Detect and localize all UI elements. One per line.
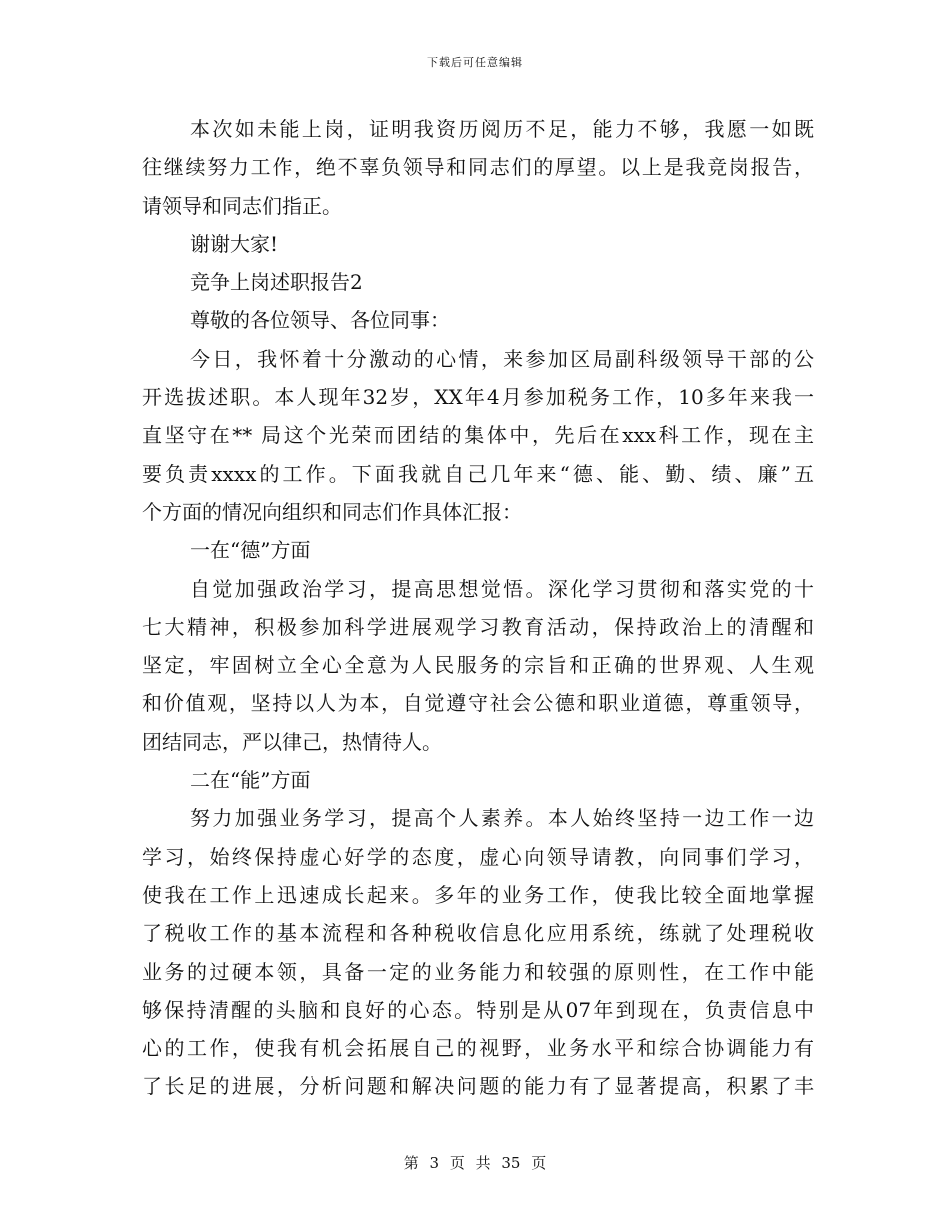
text-line: 本次如未能上岗，证明我资历阅历不足，能力不够，我愿一如既 — [190, 117, 814, 141]
text-line: 开选拔述职。本人现年32岁，XX年4月参加税务工作，10多年来我一 — [142, 385, 814, 410]
text-line: 坚定，牢固树立全心全意为人民服务的宗旨和正确的世界观、人生观 — [142, 653, 814, 678]
text-line: 够保持清醒的头脑和良好的心态。特别是从07年到现在，负责信息中 — [142, 997, 814, 1022]
text-line: 二在“能”方面 — [190, 768, 311, 793]
text-line: 心的工作，使我有机会拓展自己的视野，业务水平和综合协调能力有 — [142, 1036, 814, 1061]
text-line: 七大精神，积极参加科学进展观学习教育活动，保持政治上的清醒和 — [142, 614, 814, 639]
text-line: 学习，始终保持虚心好学的态度，虚心向领导请教，向同事们学习， — [142, 844, 814, 869]
text-line: 请领导和同志们指正。 — [142, 193, 342, 218]
text-line: 要负责xxxx的工作。下面我就自己几年来“德、能、勤、绩、廉”五 — [142, 461, 814, 486]
text-line: 尊敬的各位领导、各位同事： — [190, 308, 450, 333]
text-line: 一在“德”方面 — [190, 538, 311, 563]
text-line: 竞争上岗述职报告2 — [190, 270, 363, 295]
document-body — [142, 110, 814, 1106]
text-line: 业务的过硬本领，具备一定的业务能力和较强的原则性，在工作中能 — [142, 959, 814, 984]
page-footer: 第 3 页 共 35 页 — [403, 1154, 547, 1172]
text-line: 谢谢大家! — [190, 231, 279, 256]
text-line: 自觉加强政治学习，提高思想觉悟。深化学习贯彻和落实党的十 — [190, 576, 814, 601]
text-line: 团结同志，严以律己，热情待人。 — [142, 729, 442, 754]
text-line: 了长足的进展，分析问题和解决问题的能力有了显著提高，积累了丰 — [142, 1074, 814, 1099]
text-line: 了税收工作的基本流程和各种税收信息化应用系统，练就了处理税收 — [142, 921, 814, 946]
text-line: 今日，我怀着十分激动的心情，来参加区局副科级领导干部的公 — [190, 346, 814, 371]
text-line: 努力加强业务学习，提高个人素养。本人始终坚持一边工作一边 — [190, 806, 814, 831]
text-line: 使我在工作上迅速成长起来。多年的业务工作，使我比较全面地掌握 — [142, 882, 814, 907]
text-line: 直坚守在** 局这个光荣而团结的集体中，先后在xxx科工作，现在主 — [142, 423, 814, 448]
page-header: 下载后可任意编辑 — [427, 56, 523, 69]
text-line: 个方面的情况向组织和同志们作具体汇报： — [142, 499, 522, 524]
text-line: 和价值观，坚持以人为本，自觉遵守社会公德和职业道德，尊重领导， — [142, 691, 814, 716]
text-line: 往继续努力工作，绝不辜负领导和同志们的厚望。以上是我竞岗报告， — [142, 155, 814, 180]
